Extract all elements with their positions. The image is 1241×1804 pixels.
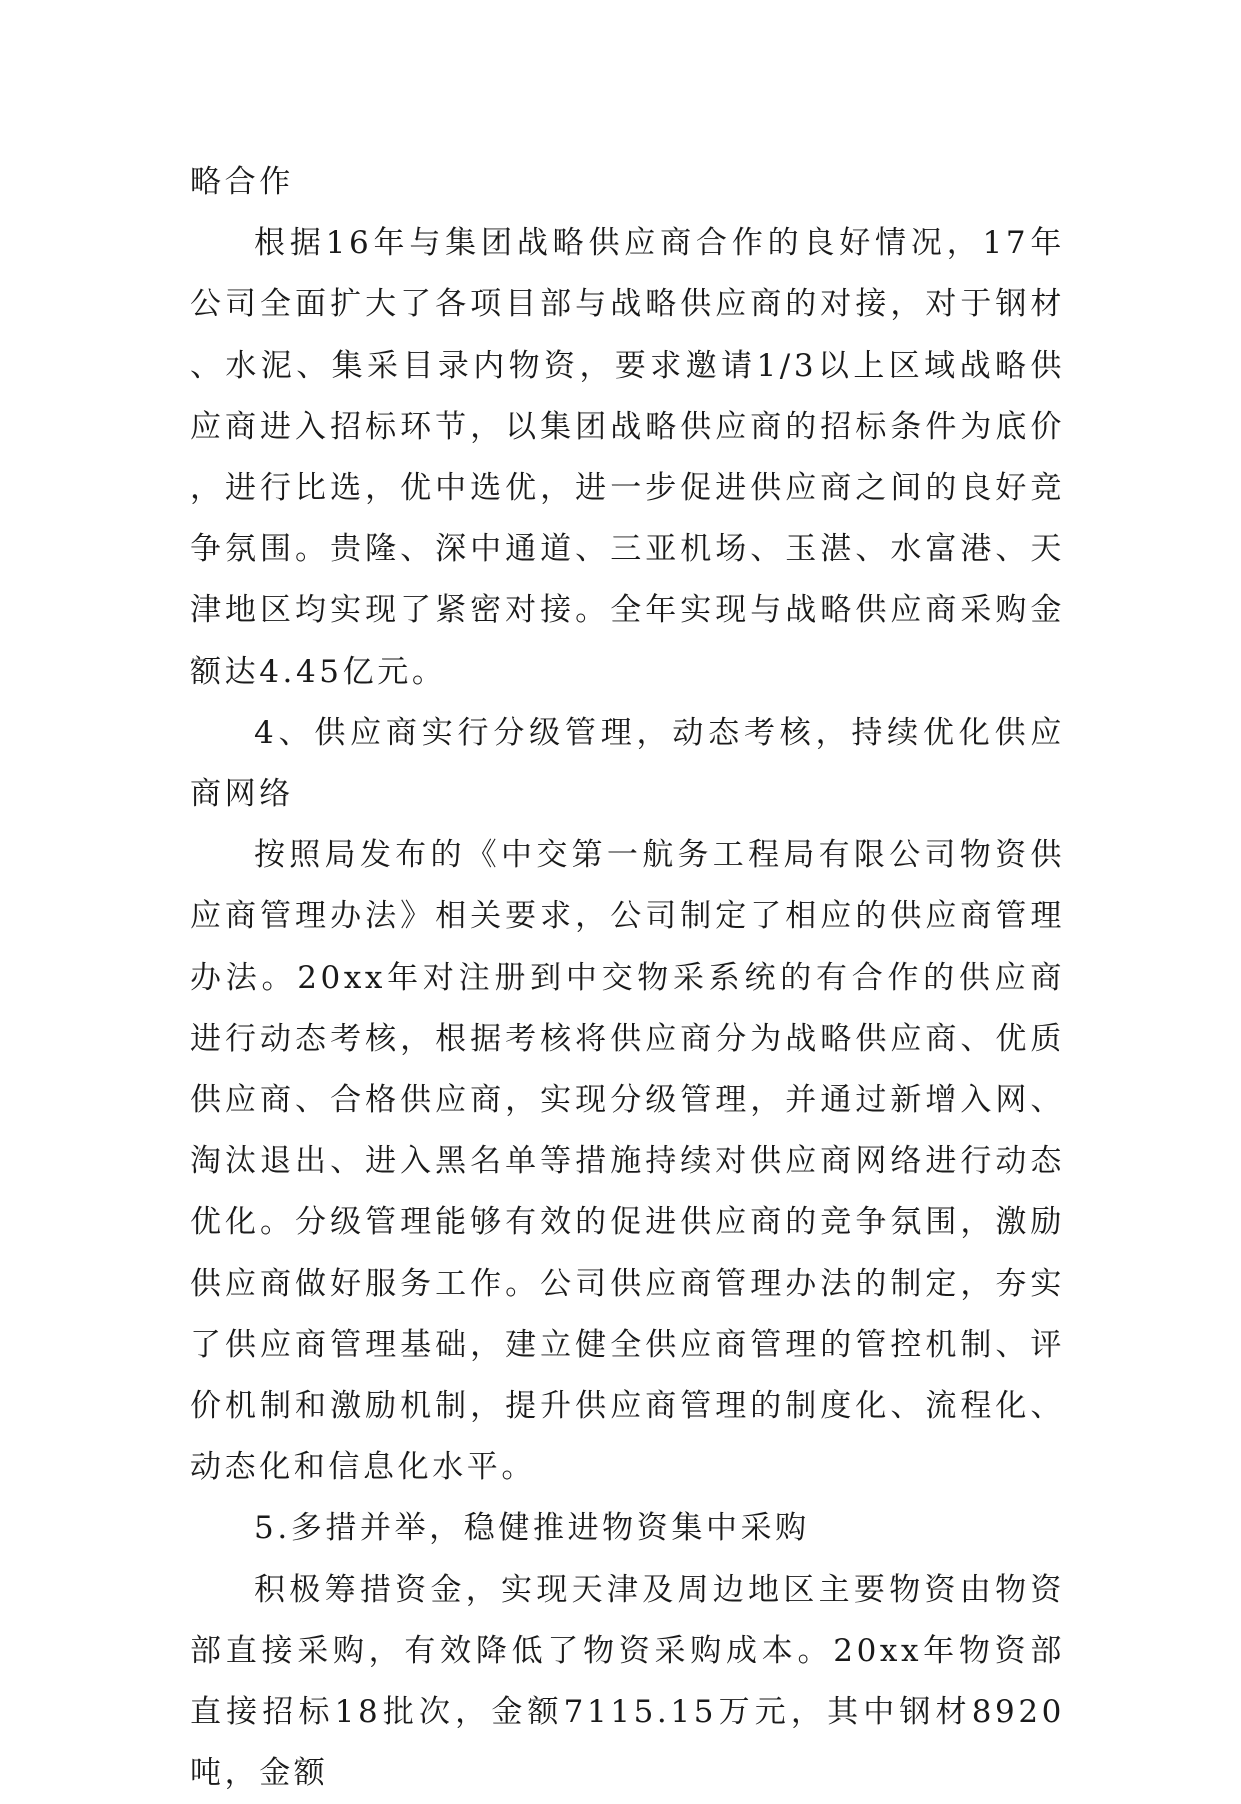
paragraph-strategic-supplier: 根据16年与集团战略供应商合作的良好情况，17年公司全面扩大了各项目部与战略供应商的对接，对于钢材、水泥、集采目录内物资，要求邀请1/3以上区域战略供应商进入招标环节，以集团战略供应商的招标条件为底价，进行比选，优中选优，进一步促进供应商之间的良好竞争氛围。贵隆、深中通道、三亚机场、玉湛、水富港、天津地区均实现了紧密对接。全年实现与战略供应商采购金额达4.45亿元。 <box>190 225 1065 690</box>
section-heading-centralized-procurement: 5.多措并举，稳健推进物资集中采购 <box>254 1510 810 1547</box>
paragraph-procurement-funds: 积极筹措资金，实现天津及周边地区主要物资由物资部直接采购，有效降低了物资采购成本。20xx年物资部直接招标18批次，金额7115.15万元，其中钢材8920吨，金额 <box>190 1571 1065 1792</box>
section-heading-supplier-grading: 4、供应商实行分级管理，动态考核，持续优化供应商网络 <box>190 714 1065 813</box>
paragraph-continuation: 略合作 <box>190 164 294 200</box>
paragraph-supplier-management: 按照局发布的《中交第一航务工程局有限公司物资供应商管理办法》相关要求，公司制定了相应的供应商管理办法。20xx年对注册到中交物采系统的有合作的供应商进行动态考核，根据考核将供应商分为战略供应商、优质供应商、合格供应商，实现分级管理，并通过新增入网、淘汰退出、进入黑名单等措施持续对供应商网络进行动态优化。分级管理能够有效的促进供应商的竞争氛围，激励供应商做好服务工作。公司供应商管理办法的制定，夯实了供应商管理基础，建立健全供应商管理的管控机制、评价机制和激励机制，提升供应商管理的制度化、流程化、动态化和信息化水平。 <box>190 837 1065 1486</box>
document-body <box>190 152 1065 1804</box>
